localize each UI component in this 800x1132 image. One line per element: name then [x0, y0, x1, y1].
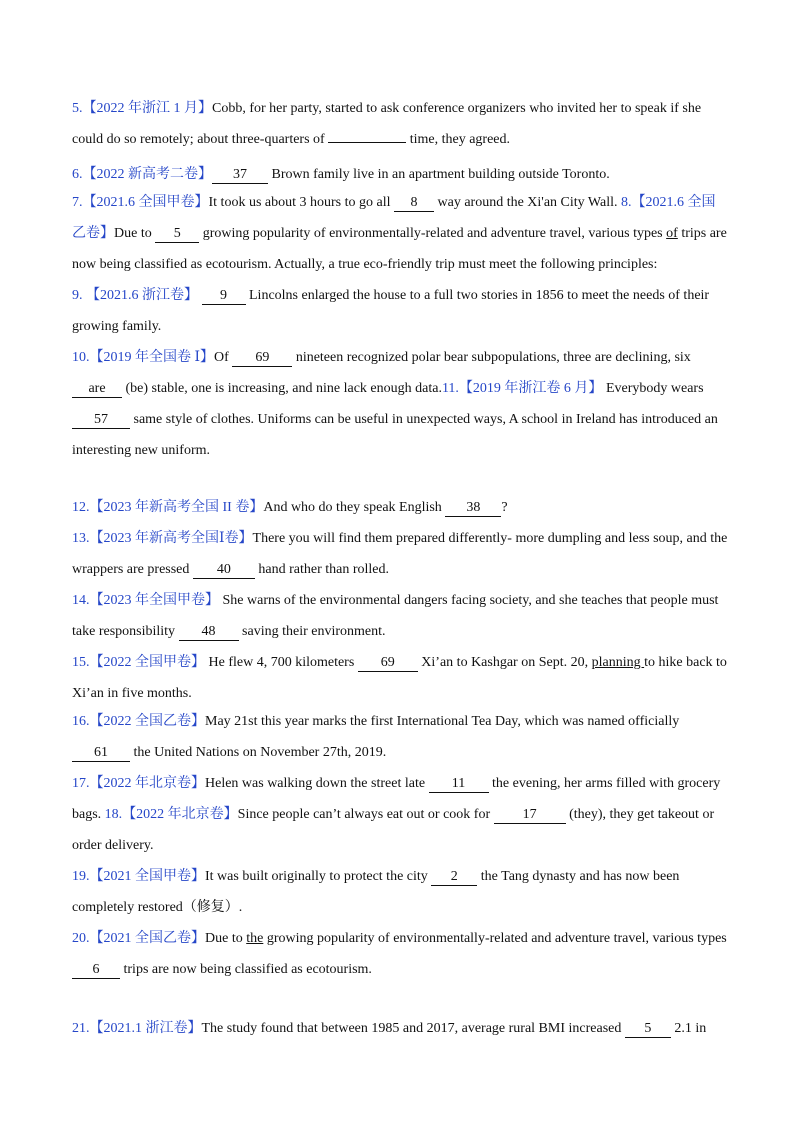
- question-source: 10.【2019 年全国卷 Ⅰ】: [72, 350, 215, 365]
- question-13: 13.【2023 年新高考全国Ⅰ卷】There you will find them prepared differently- more dumpling and less soup, and the wrappers are pressed 40 hand rather than rolled.: [72, 531, 728, 577]
- question-17-18: 17.【2022 年北京卷】Helen was walking down the street late 11 the evening, her arms filled with grocery bags. 18.【2022 年北京卷】Since people can’t always eat out or cook for 17 (they), they get takeout or order delivery.: [72, 776, 721, 853]
- answer-blank: 38: [445, 500, 501, 517]
- question-source: 12.【2023 年新高考全国 II 卷】: [72, 500, 264, 515]
- answer-blank: 5: [625, 1021, 671, 1038]
- question-14: 14.【2023 年全国甲卷】 She warns of the environmental dangers facing society, and she teaches that people must take responsibility 48 saving their environment.: [72, 593, 719, 639]
- question-source: 15.【2022 全国甲卷】: [72, 655, 205, 670]
- answer-blank: 61: [72, 745, 130, 762]
- answer-blank: 6: [72, 962, 120, 979]
- question-source: 20.【2021 全国乙卷】: [72, 931, 205, 946]
- answer-blank: 9: [202, 288, 246, 305]
- answer-blank: 17: [494, 807, 566, 824]
- question-source: 7.【2021.6 全国甲卷】: [72, 195, 209, 210]
- answer-blank: 8: [394, 195, 434, 212]
- question-source: 6.【2022 新高考二卷】: [72, 167, 212, 182]
- answer-blank: 37: [212, 167, 268, 184]
- answer-blank: 2: [431, 869, 477, 886]
- question-source: 8.【2021.6 全国乙卷】: [72, 195, 716, 241]
- answer-blank: [328, 142, 406, 143]
- question-source: 9. 【2021.6 浙江卷】: [72, 288, 202, 303]
- question-16: 16.【2022 全国乙卷】May 21st this year marks the first International Tea Day, which was named officially 61 the United Nations on November 27th, 2019.: [72, 714, 680, 760]
- answer-blank: 11: [429, 776, 489, 793]
- answer-blank: 40: [193, 562, 255, 579]
- answer-blank: 69: [358, 655, 418, 672]
- question-21: 21.【2021.1 浙江卷】The study found that between 1985 and 2017, average rural BMI increased 5 2.1 in: [72, 1021, 707, 1036]
- question-source: 5.【2022 年浙江 1 月】: [72, 101, 212, 116]
- answer-blank: 5: [155, 226, 199, 243]
- question-5: 5.【2022 年浙江 1 月】Cobb, for her party, started to ask conference organizers who invited her to speak if she could do so remotely; about three-quarters of time, they agreed.: [72, 101, 702, 147]
- question-source: 13.【2023 年新高考全国Ⅰ卷】: [72, 531, 253, 546]
- question-source: 14.【2023 年全国甲卷】: [72, 593, 219, 608]
- question-source: 11.【2019 年浙江卷 6 月】: [441, 381, 603, 396]
- question-12: 12.【2023 年新高考全国 II 卷】And who do they speak English 38 ?: [72, 500, 508, 515]
- question-source: 18.【2022 年北京卷】: [104, 807, 238, 822]
- answer-blank: 57: [72, 412, 130, 429]
- question-source: 19.【2021 全国甲卷】: [72, 869, 205, 884]
- question-19: 19.【2021 全国甲卷】It was built originally to protect the city 2 the Tang dynasty and has now been completely restored（修复）.: [72, 869, 680, 915]
- answer-blank: 48: [179, 624, 239, 641]
- answer-blank: are: [72, 381, 122, 398]
- question-9: 9. 【2021.6 浙江卷】 9 Lincolns enlarged the house to a full two stories in 1856 to meet the needs of their growing family.: [72, 288, 710, 334]
- question-7-8: 7.【2021.6 全国甲卷】It took us about 3 hours to go all 8 way around the Xi'an City Wall. 8.【2021.6 全国乙卷】Due to 5 growing popularity of environmentally-related and adventure travel, various types of trips are now being classified as ecotourism. Actually, a true eco-friendly trip must meet the following principles:: [72, 195, 727, 272]
- question-source: 21.【2021.1 浙江卷】: [72, 1021, 202, 1036]
- answer-blank: 69: [232, 350, 292, 367]
- question-source: 17.【2022 年北京卷】: [72, 776, 205, 791]
- question-20: 20.【2021 全国乙卷】Due to the growing popularity of environmentally-related and adventure travel, various types 6 trips are now being classified as ecotourism.: [72, 931, 727, 977]
- question-15: 15.【2022 全国甲卷】 He flew 4, 700 kilometers 69 Xi’an to Kashgar on Sept. 20, planning to hike back to Xi’an in five months.: [72, 655, 727, 701]
- question-10-11: 10.【2019 年全国卷 Ⅰ】Of 69 nineteen recognized polar bear subpopulations, three are declining, six are (be) stable, one is increasing, and nine lack enough data.11.【2019 年浙江卷 6 月】 Everybody wears57 same style of clothes. Uniforms can be useful in unexpected ways, A school in Ireland has introduced an interesting new uniform.: [72, 350, 718, 458]
- question-6: 6.【2022 新高考二卷】 37 Brown family live in an apartment building outside Toronto.: [72, 167, 610, 182]
- document-page: [72, 93, 728, 1044]
- question-source: 16.【2022 全国乙卷】: [72, 714, 205, 729]
